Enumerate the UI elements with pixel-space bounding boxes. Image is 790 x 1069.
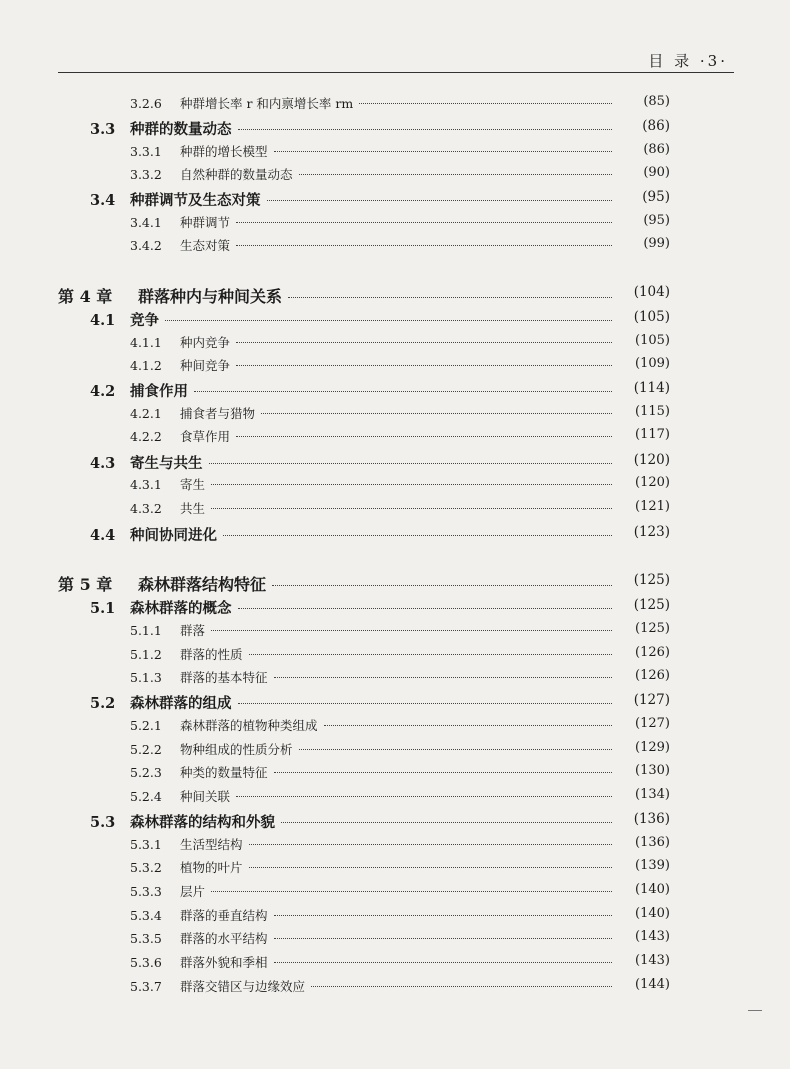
toc-subsection-row[interactable] — [130, 236, 670, 258]
entry-title: 共生 — [180, 501, 206, 516]
entry-title: 种群增长率 r 和内禀增长率 rm — [180, 96, 354, 111]
entry-page-number: (134) — [635, 787, 670, 802]
entry-title: 生态对策 — [180, 238, 231, 253]
dot-leader — [274, 772, 612, 773]
entry-title: 种间关联 — [180, 789, 231, 804]
entry-page-number: (136) — [633, 811, 670, 827]
entry-title: 种间竞争 — [180, 358, 231, 373]
dot-leader — [209, 463, 613, 464]
dot-leader — [211, 508, 612, 509]
entry-title: 群落外貌和季相 — [180, 955, 268, 970]
entry-page-number: (121) — [635, 499, 670, 514]
entry-title: 森林群落的植物种类组成 — [180, 718, 318, 733]
toc-chapter-row[interactable] — [58, 284, 670, 310]
dot-leader — [288, 297, 612, 298]
dot-leader — [299, 749, 612, 750]
entry-page-number: (126) — [635, 645, 670, 660]
dot-leader — [211, 484, 612, 485]
entry-number: 5.3.1 — [130, 837, 162, 852]
toc-subsection-row[interactable] — [130, 763, 670, 785]
dot-leader — [236, 365, 612, 366]
entry-title: 种群调节 — [180, 215, 231, 230]
entry-title: 寄生与共生 — [130, 455, 203, 472]
toc-section-row[interactable] — [90, 524, 670, 548]
entry-page-number: (104) — [633, 284, 670, 300]
entry-number: 5.1 — [90, 600, 116, 617]
entry-number: 4.3 — [90, 455, 116, 472]
toc-subsection-row[interactable] — [130, 94, 670, 116]
entry-number: 3.4.2 — [130, 238, 162, 253]
entry-title: 森林群落的组成 — [130, 695, 232, 712]
dot-leader — [236, 436, 612, 437]
entry-page-number: (117) — [635, 427, 670, 442]
toc-subsection-row[interactable] — [130, 142, 670, 164]
dot-leader — [211, 891, 612, 892]
entry-page-number: (86) — [642, 118, 670, 134]
entry-page-number: (120) — [633, 452, 670, 468]
entry-page-number: (86) — [643, 142, 670, 157]
dot-leader — [249, 654, 612, 655]
dot-leader — [236, 796, 612, 797]
entry-number: 3.4.1 — [130, 215, 162, 230]
entry-number: 5.1.3 — [130, 670, 162, 685]
dot-leader — [249, 844, 612, 845]
entry-title: 森林群落的结构和外貌 — [130, 814, 275, 831]
dot-leader — [238, 608, 613, 609]
dot-leader — [194, 391, 612, 392]
entry-title: 物种组成的性质分析 — [180, 742, 293, 757]
entry-title: 竞争 — [130, 312, 159, 329]
toc-subsection-row[interactable] — [130, 475, 670, 497]
entry-number: 5.2 — [90, 695, 116, 712]
entry-number: 4.4 — [90, 527, 116, 544]
entry-page-number: (125) — [635, 621, 670, 636]
toc-subsection-row[interactable] — [130, 668, 670, 690]
toc-section-row[interactable] — [90, 118, 670, 142]
entry-number: 5.2.3 — [130, 765, 162, 780]
dot-leader — [272, 585, 612, 586]
entry-title: 种群的增长模型 — [180, 144, 268, 159]
dot-leader — [261, 413, 612, 414]
entry-number: 4.3.2 — [130, 501, 162, 516]
dot-leader — [223, 535, 612, 536]
toc-subsection-row[interactable] — [130, 213, 670, 235]
toc-subsection-row[interactable] — [130, 356, 670, 378]
entry-title: 群落交错区与边缘效应 — [180, 979, 306, 994]
entry-page-number: (140) — [635, 906, 670, 921]
toc-subsection-row[interactable] — [130, 165, 670, 187]
toc-subsection-row[interactable] — [130, 882, 670, 904]
entry-title: 森林群落的概念 — [130, 600, 232, 617]
toc-subsection-row[interactable] — [130, 953, 670, 975]
dot-leader — [236, 222, 612, 223]
entry-title: 捕食者与猎物 — [180, 406, 256, 421]
entry-title: 森林群落结构特征 — [138, 575, 267, 594]
toc-subsection-row[interactable] — [130, 929, 670, 951]
entry-page-number: (126) — [635, 668, 670, 683]
entry-number: 4.2 — [90, 383, 116, 400]
entry-title: 种内竞争 — [180, 335, 231, 350]
entry-page-number: (125) — [633, 572, 670, 588]
dot-leader — [274, 915, 612, 916]
entry-number: 5.3.7 — [130, 979, 162, 994]
entry-title: 层片 — [180, 884, 206, 899]
toc-subsection-row[interactable] — [130, 858, 670, 880]
entry-title: 群落种内与种间关系 — [138, 287, 283, 306]
margin-mark — [748, 1010, 762, 1011]
entry-number: 3.3.2 — [130, 167, 162, 182]
dot-leader — [311, 986, 612, 987]
entry-number: 3.4 — [90, 192, 116, 209]
entry-number: 4.1 — [90, 312, 116, 329]
entry-number: 第 4 章 — [58, 287, 113, 306]
toc-chapter-row[interactable] — [58, 572, 670, 598]
entry-title: 自然种群的数量动态 — [180, 167, 293, 182]
dot-leader — [274, 151, 612, 152]
entry-page-number: (129) — [635, 740, 670, 755]
entry-page-number: (125) — [633, 597, 670, 613]
toc-subsection-row[interactable] — [130, 427, 670, 449]
entry-page-number: (127) — [635, 716, 670, 731]
entry-number: 5.3.2 — [130, 860, 162, 875]
entry-number: 5.3.5 — [130, 931, 162, 946]
toc-subsection-row[interactable] — [130, 404, 670, 426]
entry-number: 5.2.1 — [130, 718, 162, 733]
entry-title: 群落的垂直结构 — [180, 908, 268, 923]
entry-number: 5.2.4 — [130, 789, 162, 804]
entry-number: 第 5 章 — [58, 575, 113, 594]
entry-page-number: (140) — [635, 882, 670, 897]
entry-title: 种间协同进化 — [130, 527, 217, 544]
toc-section-row[interactable] — [90, 380, 670, 404]
entry-page-number: (109) — [635, 356, 670, 371]
dot-leader — [238, 703, 613, 704]
toc-section-row[interactable] — [90, 692, 670, 716]
entry-page-number: (130) — [635, 763, 670, 778]
dot-leader — [274, 677, 612, 678]
entry-page-number: (136) — [635, 835, 670, 850]
entry-page-number: (105) — [633, 309, 670, 325]
entry-title: 群落的基本特征 — [180, 670, 268, 685]
toc-subsection-row[interactable] — [130, 835, 670, 857]
dot-leader — [274, 962, 612, 963]
entry-page-number: (143) — [635, 929, 670, 944]
entry-page-number: (120) — [635, 475, 670, 490]
entry-page-number: (105) — [635, 333, 670, 348]
entry-number: 5.1.1 — [130, 623, 162, 638]
entry-title: 生活型结构 — [180, 837, 243, 852]
entry-title: 捕食作用 — [130, 383, 188, 400]
entry-page-number: (127) — [633, 692, 670, 708]
dot-leader — [267, 200, 613, 201]
entry-title: 群落的性质 — [180, 647, 243, 662]
entry-page-number: (143) — [635, 953, 670, 968]
toc-section-row[interactable] — [90, 309, 670, 333]
dot-leader — [299, 174, 612, 175]
entry-number: 5.2.2 — [130, 742, 162, 757]
toc-subsection-row[interactable] — [130, 621, 670, 643]
entry-title: 植物的叶片 — [180, 860, 243, 875]
entry-page-number: (114) — [633, 380, 670, 396]
toc-subsection-row[interactable] — [130, 645, 670, 667]
entry-number: 3.3 — [90, 121, 116, 138]
entry-number: 4.3.1 — [130, 477, 162, 492]
entry-number: 4.2.2 — [130, 429, 162, 444]
toc-subsection-row[interactable] — [130, 977, 670, 999]
entry-number: 4.2.1 — [130, 406, 162, 421]
entry-title: 种类的数量特征 — [180, 765, 268, 780]
entry-page-number: (123) — [633, 524, 670, 540]
dot-leader — [324, 725, 612, 726]
toc-section-row[interactable] — [90, 811, 670, 835]
entry-page-number: (144) — [635, 977, 670, 992]
entry-title: 食草作用 — [180, 429, 231, 444]
toc-section-row[interactable] — [90, 452, 670, 476]
toc-subsection-row[interactable] — [130, 716, 670, 738]
dot-leader — [238, 129, 613, 130]
entry-number: 4.1.1 — [130, 335, 162, 350]
dot-leader — [359, 103, 612, 104]
dot-leader — [211, 630, 612, 631]
entry-page-number: (85) — [643, 94, 670, 109]
entry-title: 群落的水平结构 — [180, 931, 268, 946]
entry-page-number: (115) — [635, 404, 670, 419]
entry-number: 5.3.6 — [130, 955, 162, 970]
toc-subsection-row[interactable] — [130, 787, 670, 809]
toc-subsection-row[interactable] — [130, 333, 670, 355]
dot-leader — [274, 938, 612, 939]
toc-section-row[interactable] — [90, 189, 670, 213]
entry-page-number: (90) — [643, 165, 670, 180]
toc-subsection-row[interactable] — [130, 740, 670, 762]
entry-number: 5.3 — [90, 814, 116, 831]
entry-number: 3.2.6 — [130, 96, 162, 111]
toc-section-row[interactable] — [90, 597, 670, 621]
dot-leader — [281, 822, 612, 823]
dot-leader — [249, 867, 612, 868]
entry-page-number: (95) — [642, 189, 670, 205]
entry-number: 5.3.3 — [130, 884, 162, 899]
entry-title: 种群调节及生态对策 — [130, 192, 261, 209]
dot-leader — [236, 245, 612, 246]
entry-number: 5.1.2 — [130, 647, 162, 662]
dot-leader — [165, 320, 612, 321]
header-rule — [58, 72, 734, 73]
entry-title: 寄生 — [180, 477, 206, 492]
entry-page-number: (95) — [643, 213, 670, 228]
entry-page-number: (99) — [643, 236, 670, 251]
entry-number: 4.1.2 — [130, 358, 162, 373]
entry-number: 5.3.4 — [130, 908, 162, 923]
toc-subsection-row[interactable] — [130, 906, 670, 928]
entry-page-number: (139) — [635, 858, 670, 873]
toc-subsection-row[interactable] — [130, 499, 670, 521]
entry-number: 3.3.1 — [130, 144, 162, 159]
running-header: 目 录 ·3· — [648, 52, 728, 70]
dot-leader — [236, 342, 612, 343]
entry-title: 群落 — [180, 623, 206, 638]
entry-title: 种群的数量动态 — [130, 121, 232, 138]
